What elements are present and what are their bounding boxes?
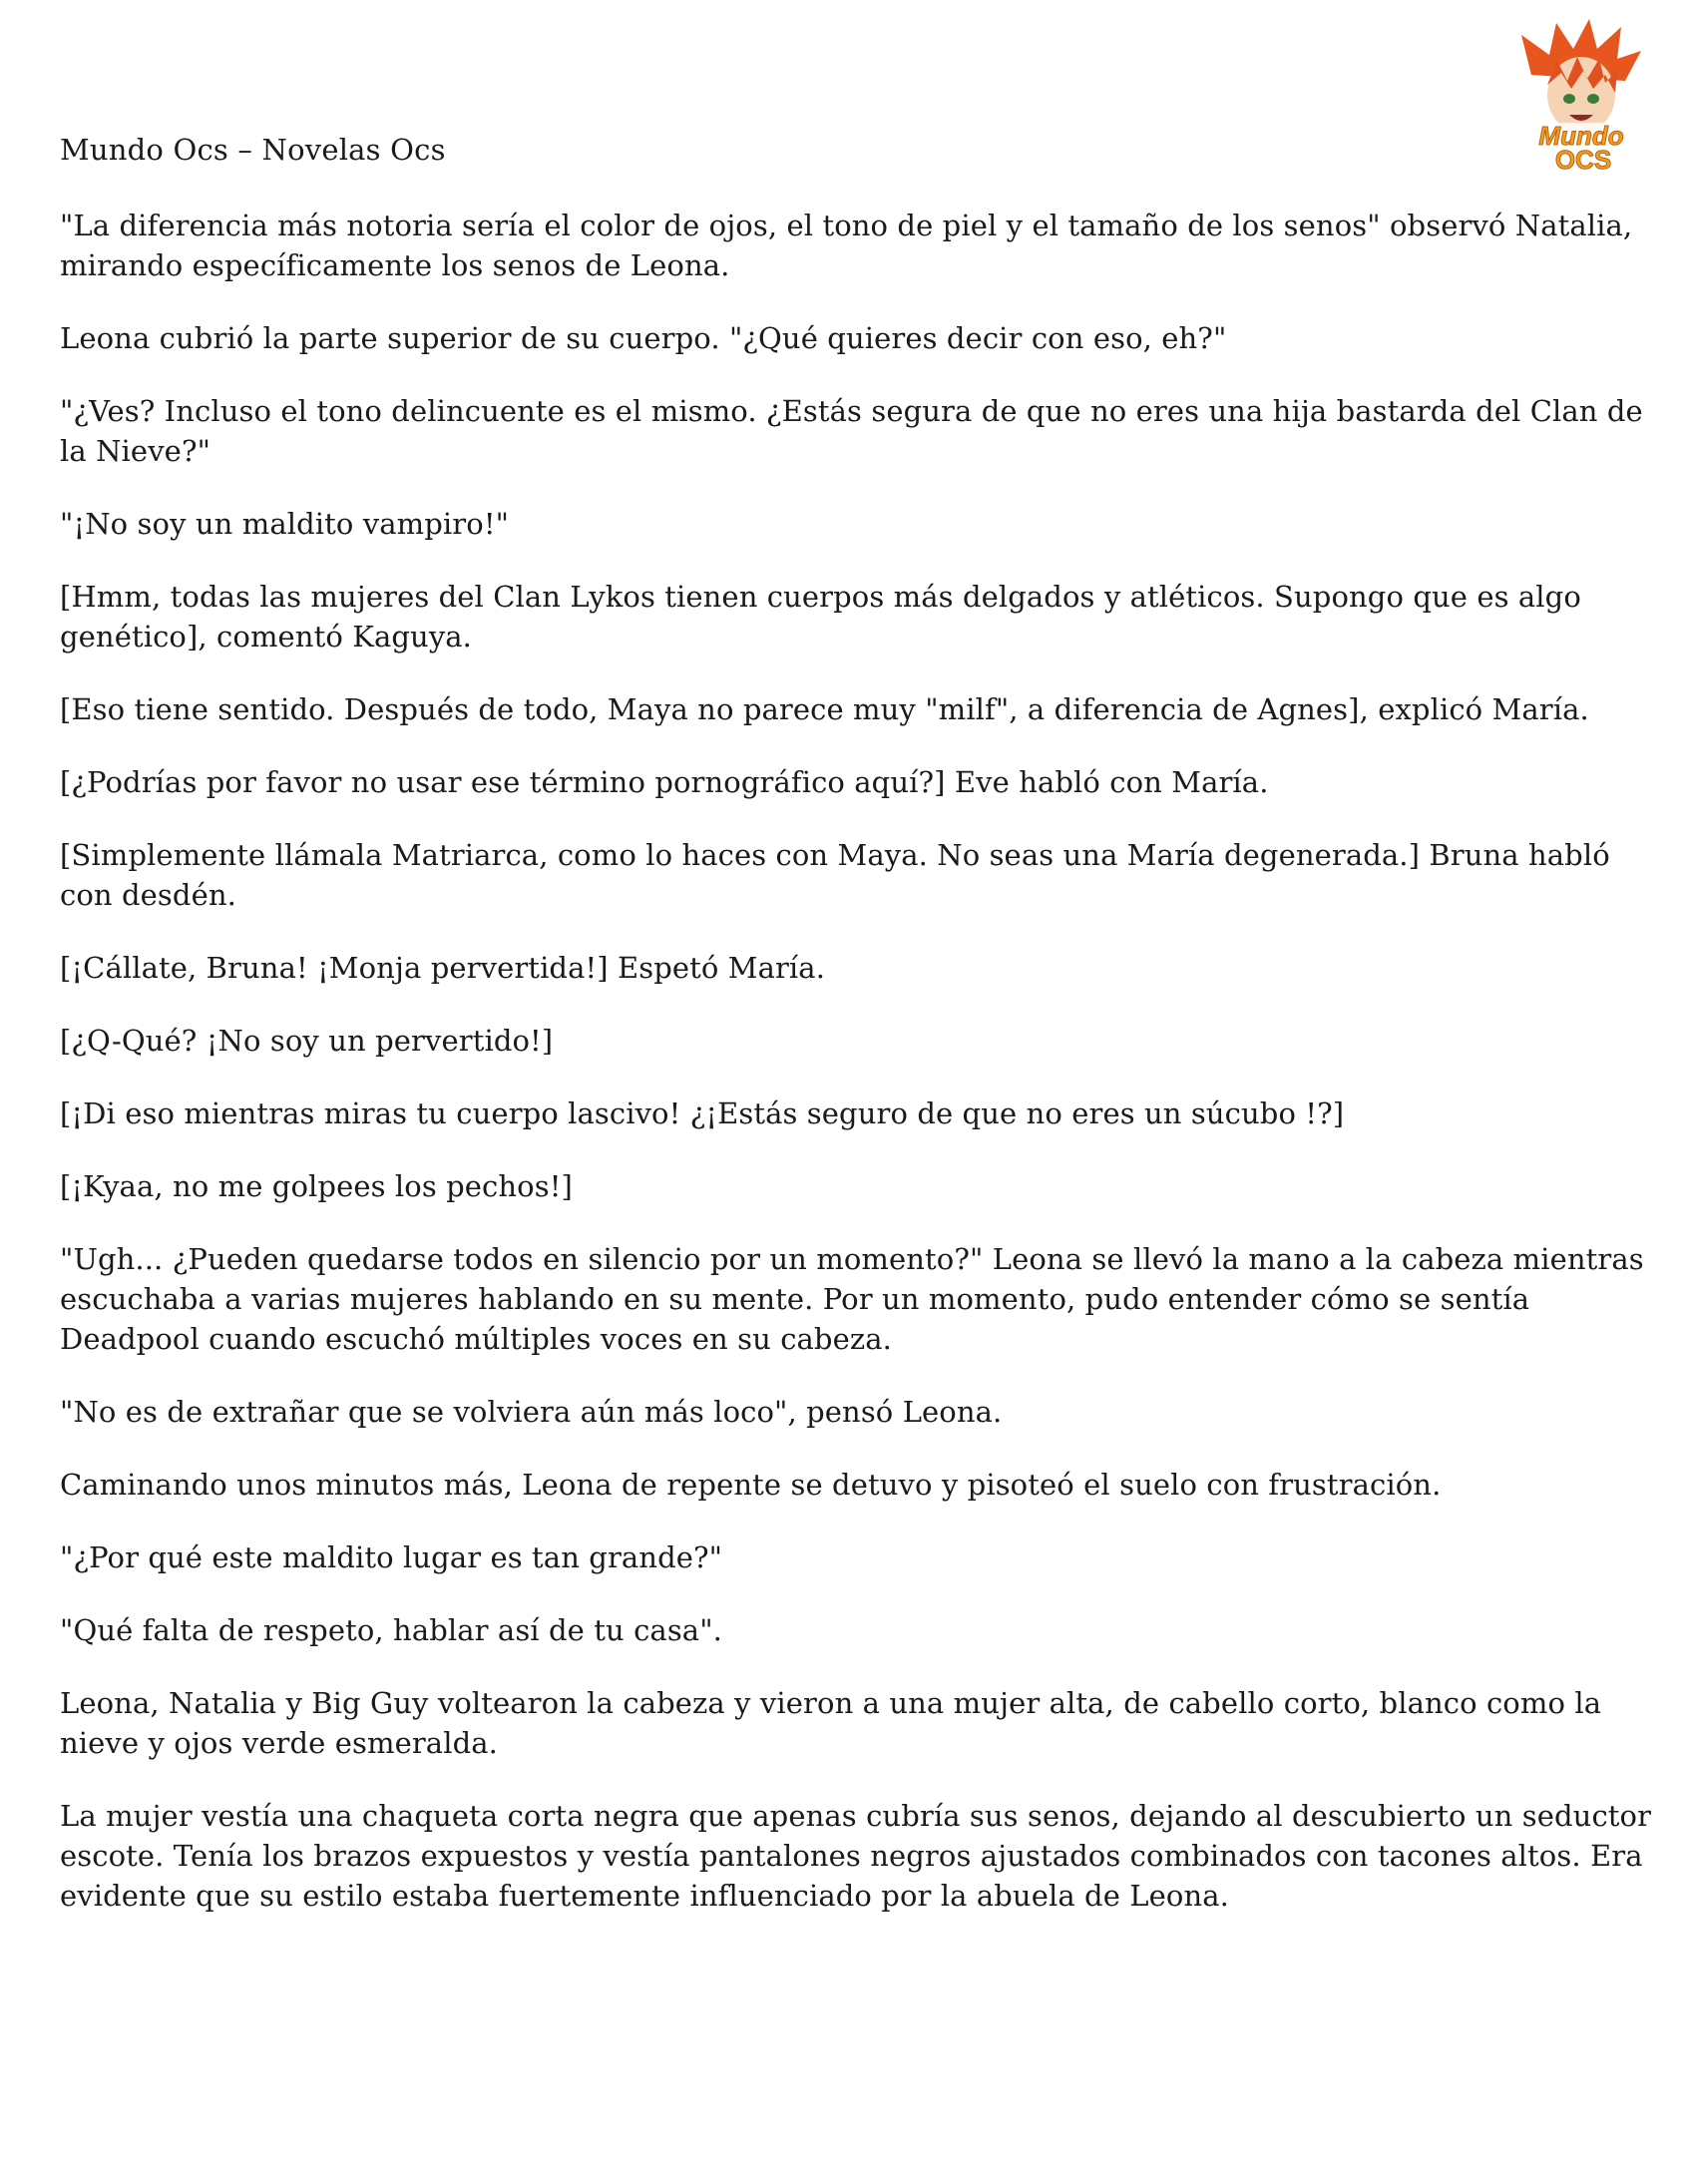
paragraph: "La diferencia más notoria sería el color de ojos, el tono de piel y el tamaño de los senos" observó Natalia, mirando específicamente los senos de Leona. [60,209,1633,282]
paragraph: [Hmm, todas las mujeres del Clan Lykos tienen cuerpos más delgados y atléticos. Supongo que es algo genético], comentó Kaguya. [60,580,1581,654]
paragraph: "Qué falta de respeto, hablar así de tu casa". [60,1613,722,1647]
paragraph: [Simplemente llámala Matriarca, como lo haces con Maya. No seas una María degenerada.] Bruna habló con desdén. [60,838,1610,912]
paragraph: [¿Podrías por favor no usar ese término pornográfico aquí?] Eve habló con María. [60,765,1269,799]
paragraph: Caminando unos minutos más, Leona de repente se detuvo y pisoteó el suelo con frustración. [60,1468,1442,1502]
paragraph: La mujer vestía una chaqueta corta negra que apenas cubría sus senos, dejando al descubierto un seductor escote. Tenía los brazos expuestos y vestía pantalones negros ajustados combinados con tacones altos. Era evidente que su estilo estaba fuertemente influenciado por la abuela de Leona. [60,1799,1652,1913]
paragraph: "¿Ves? Incluso el tono delincuente es el mismo. ¿Estás segura de que no eres una hija bastarda del Clan de la Nieve?" [60,394,1643,468]
mundo-ocs-logo [1501,15,1661,175]
paragraph: "Ugh... ¿Pueden quedarse todos en silencio por un momento?" Leona se llevó la mano a la cabeza mientras escuchaba a varias mujeres hablando en su mente. Por un momento, pudo entender cómo se sentía Deadpool cuando escuchó múltiples voces en su cabeza. [60,1242,1644,1356]
logo-text-top: Mundo [1538,121,1624,151]
paragraph: [¡Kyaa, no me golpees los pechos!] [60,1169,573,1203]
paragraph: "¡No soy un maldito vampiro!" [60,507,510,541]
logo-text-bottom: OCS [1554,145,1612,175]
paragraph: [¡Cállate, Bruna! ¡Monja pervertida!] Espetó María. [60,951,826,985]
paragraph: Leona cubrió la parte superior de su cuerpo. "¿Qué quieres decir con eso, eh?" [60,321,1227,355]
page-header: Mundo Ocs – Novelas Ocs [60,133,446,167]
paragraph: Leona, Natalia y Big Guy voltearon la cabeza y vieron a una mujer alta, de cabello corto, blanco como la nieve y ojos verde esmeralda. [60,1686,1602,1760]
mundo-ocs-logo-icon [1501,15,1661,175]
paragraph: "No es de extrañar que se volviera aún más loco", pensó Leona. [60,1395,1003,1429]
document-body [60,206,1656,1949]
paragraph: [Eso tiene sentido. Después de todo, Maya no parece muy "milf", a diferencia de Agnes], explicó María. [60,692,1589,726]
paragraph: [¡Di eso mientras miras tu cuerpo lascivo! ¿¡Estás seguro de que no eres un súcubo !?] [60,1096,1345,1130]
paragraph: "¿Por qué este maldito lugar es tan grande?" [60,1540,723,1574]
paragraph: [¿Q-Qué? ¡No soy un pervertido!] [60,1024,554,1058]
